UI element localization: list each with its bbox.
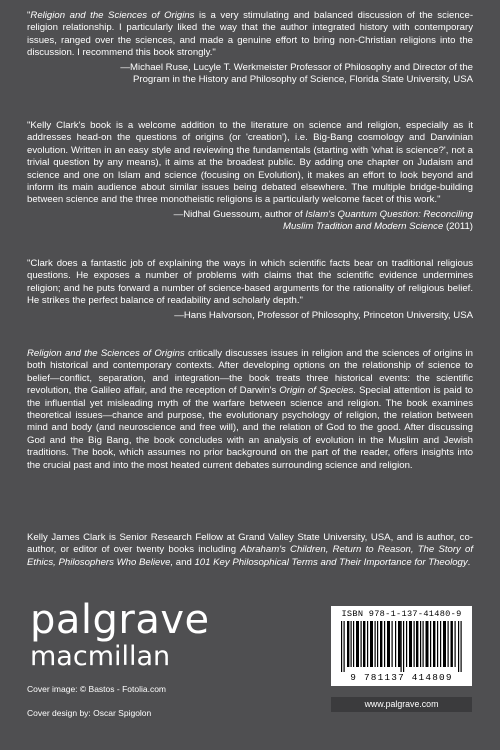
cover-image-credit: Cover image: © Bastos - Fotolia.com xyxy=(27,684,167,694)
endorsement-text: "Clark does a fantastic job of explaining the ways in which scientific facts bear on traditional religious questions. He exposes a number of problems with claims that the scientific evidence undermines religion; and he puts forward a number of science-based arguments for the rationality of religious belief. He strikes the perfect balance of readability and scholarly depth." xyxy=(27,258,473,307)
publisher-logo: palgrave macmillan xyxy=(30,597,210,672)
barcode-number: 9 781137 414809 xyxy=(350,672,453,683)
endorsement-guessoum xyxy=(27,120,473,234)
book-title: Religion and the Sciences of Origins xyxy=(27,348,185,359)
endorsement-text: "Religion and the Sciences of Origins is a very stimulating and balanced discussion of the science-religion relationship. I particularly liked the way that the author integrated history with contemporary issues, ranged over the sciences, and made a genuine effort to bring non-Christian religions into the discussion. I recommend this book strongly." xyxy=(27,10,474,59)
endorsement-attribution: —Hans Halvorson, Professor of Philosophy, Princeton University, USA xyxy=(174,309,473,321)
isbn-barcode xyxy=(331,606,472,686)
endorsement-text: "Kelly Clark's book is a welcome addition to the literature on science and religion, especially as it addresses head-on the questions of origins (or 'creation'), i.e. Big-Bang cosmology and Darwinian evolution. Written in an easy style and reviewing the fundamentals (starting with 'what is science?', not a trivial question by any means), it aims at the broadest public. By adding one chapter on Judaism and science and one on Islam and science (focusing on Evolution), it makes an effort to look beyond and inform its main audience about similar issues being debated elsewhere. The multiple bridge-building between science and the three monotheistic religions is a particularly welcome facet of this work." xyxy=(27,120,473,206)
cover-design-credit: Cover design by: Oscar Spigolon xyxy=(27,708,152,718)
endorsement-attribution: —Nidhal Guessoum, author of Islam's Quantum Question: Reconciling Muslim Tradition and Modern Science (2011) xyxy=(173,208,473,233)
isbn-label: ISBN 978-1-137-41480-9 xyxy=(341,609,462,619)
endorsement-ruse xyxy=(27,10,473,86)
book-title: Religion and the Sciences of Origins xyxy=(30,10,195,21)
barcode-bars xyxy=(339,621,464,672)
author-bio: Kelly James Clark is Senior Research Fellow at Grand Valley State University, USA, and is author, co-author, or editor of over twenty books including Abraham's Children, Return to Reason, The Story of Ethics, Philosophers Who Believe, and 101 Key Philosophical Terms and Their Importance for Theology. xyxy=(27,532,474,568)
endorsement-attribution: —Michael Ruse, Lucyle T. Werkmeister Professor of Philosophy and Director of the Program in the History and Philosophy of Science, Florida State University, USA xyxy=(120,61,473,86)
book-description: Religion and the Sciences of Origins critically discusses issues in religion and the sciences of origins in both historical and contemporary contexts. After developing options on the relationship of science to belief—conflict, separation, and integration—the book treats three historical events: the scientific revolution, the Galileo affair, and the reception of Darwin's Origin of Species. Special attention is paid to the influential yet misleading myth of the warfare between science and religion. The book examines theoretical issues—chance and purpose, the evolutionary psychology of religion, the relation between mind and body (and neuroscience and free will), and the relation of God to the good. After discussing God and the Big Bang, the book concludes with an analysis of evolution in the Muslim and Jewish traditions. The book, which assumes no prior background on the part of the reader, offers insights into the crucial past and into the most heated current debates surrounding science and religion. xyxy=(27,348,473,471)
publisher-website[interactable]: www.palgrave.com xyxy=(331,697,472,712)
endorsement-halvorson xyxy=(27,258,473,322)
